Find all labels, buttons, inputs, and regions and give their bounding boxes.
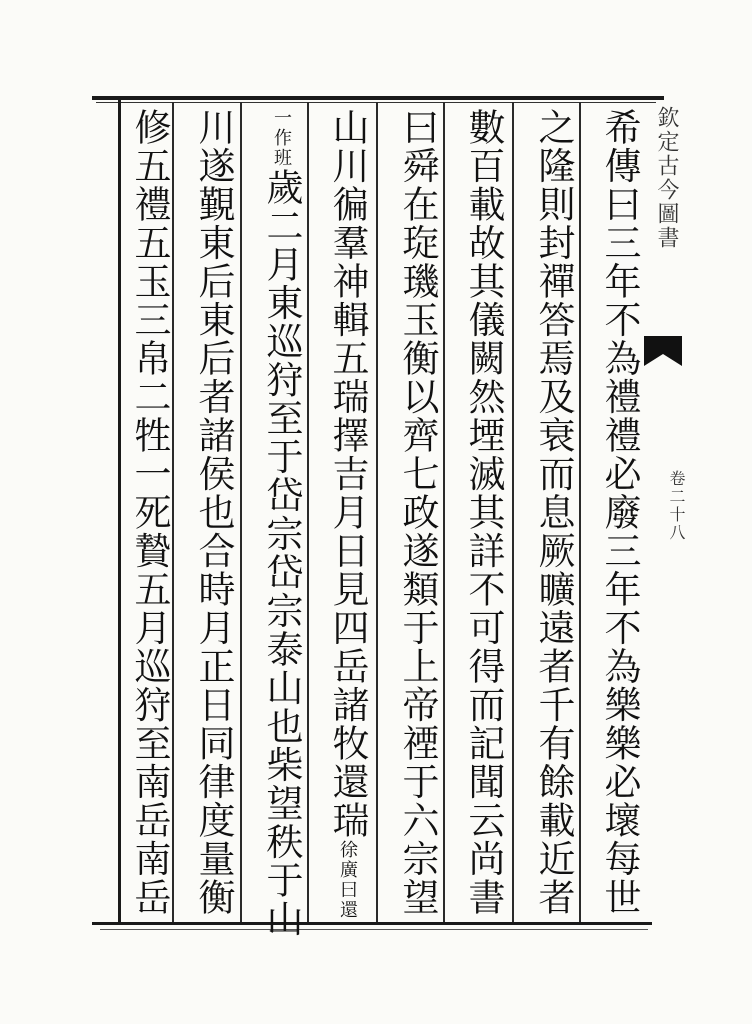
main-text: 之隆則封禪答焉及衰而息厥曠遠者千有餘載近者	[532, 108, 575, 917]
text-column-8	[124, 108, 174, 920]
column-rule	[443, 102, 445, 922]
frame-bottom-border	[92, 922, 652, 925]
fish-tail-mark	[644, 336, 682, 366]
margin-book-title: 欽定古今圖書	[654, 106, 679, 250]
text-column-2	[528, 108, 578, 920]
text-column-7	[188, 108, 238, 920]
main-text: 山川徧羣神輯五瑞擇吉月日見四岳諸牧還瑞	[326, 108, 369, 840]
main-text: 川遂覲東后東后者諸侯也合時月正日同律度量衡	[192, 108, 235, 917]
frame-left-border	[118, 100, 121, 925]
main-text: 歲二月東巡狩至于岱宗岱宗泰山也柴望秩于山	[260, 168, 303, 938]
interlinear-note: 徐廣曰還	[337, 839, 358, 920]
interlinear-note: 一作班	[271, 108, 292, 168]
text-column-4	[392, 108, 442, 920]
text-column-5	[322, 108, 372, 920]
column-rule	[512, 102, 514, 922]
main-text: 曰舜在琁璣玉衡以齊七政遂類于上帝禋于六宗望	[396, 108, 439, 917]
text-column-1	[594, 108, 644, 920]
column-rule	[376, 102, 378, 922]
margin-juan-label: 卷二十八	[667, 470, 686, 542]
text-column-3	[458, 108, 508, 920]
frame-top-border	[92, 96, 664, 100]
frame-bottom-inner-border	[100, 929, 648, 930]
main-text: 修五禮五玉三帛二牲一死贄五月巡狩至南岳南岳	[128, 108, 171, 917]
column-rule	[307, 102, 309, 922]
main-text: 希傳曰三年不為禮禮必廢三年不為樂樂必壞每世	[598, 108, 641, 917]
column-rule	[240, 102, 242, 922]
main-text: 數百載故其儀闕然堙滅其詳不可得而記聞云尚書	[462, 108, 505, 917]
column-rule	[579, 102, 581, 922]
text-column-6	[256, 108, 306, 938]
